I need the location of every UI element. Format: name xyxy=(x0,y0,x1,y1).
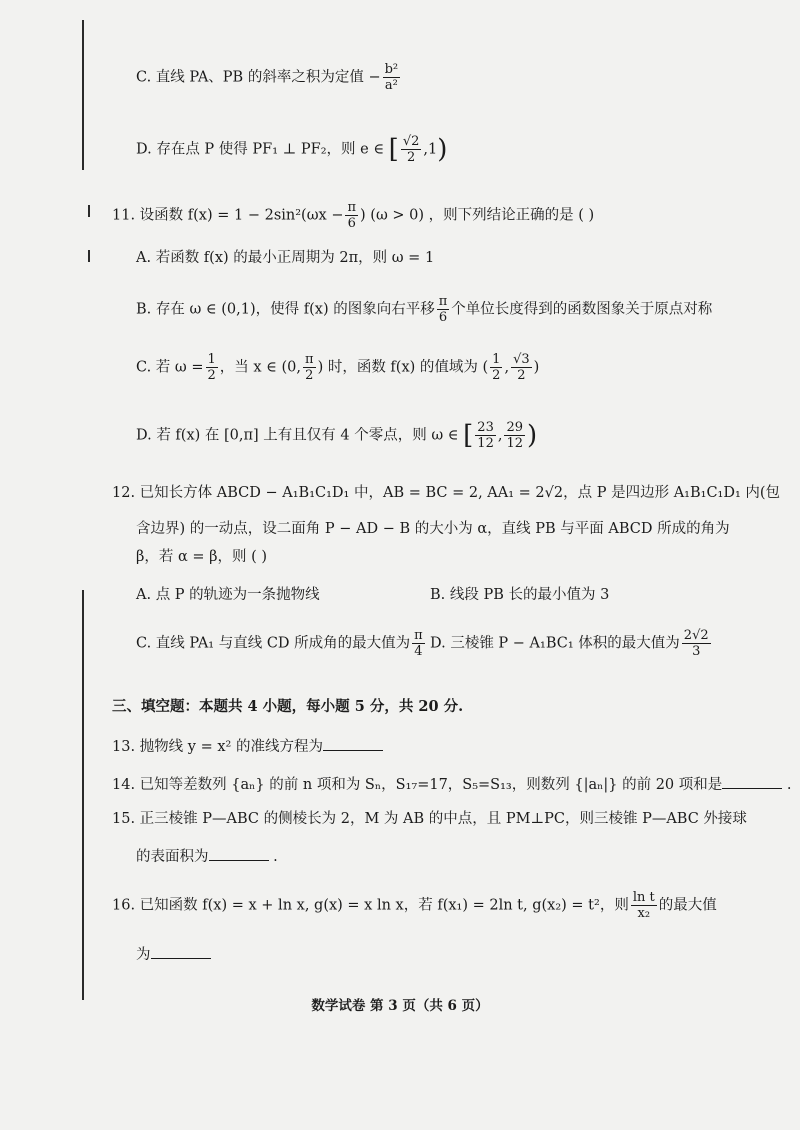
question-number: 16. xyxy=(112,897,136,914)
option-text-end: ) xyxy=(533,359,540,376)
option-label: C. xyxy=(136,359,152,376)
question-number: 15. xyxy=(112,811,136,827)
fraction: $\frac{\pi}{6}$ xyxy=(347,200,357,231)
bracket-open: [ xyxy=(388,134,399,165)
q12-stem-line3 xyxy=(136,548,267,566)
option-label: A. xyxy=(136,250,152,266)
q10-option-d xyxy=(136,134,447,165)
q11-option-c xyxy=(136,352,539,383)
fraction: $\frac{\pi}{2}$ xyxy=(305,352,314,383)
q11-stem xyxy=(112,200,594,231)
fraction: $\frac{\pi}{4}$ xyxy=(414,628,423,659)
question-number: 14. xyxy=(112,777,136,793)
q12-option-b xyxy=(430,586,609,604)
question-text: 为 xyxy=(136,947,151,963)
question-text-end: 的最大值 xyxy=(658,897,717,914)
minus-sign: − xyxy=(368,69,381,86)
fraction: $\frac{√2}{2}$ xyxy=(402,134,420,165)
q14 xyxy=(112,774,792,794)
option-label: C. xyxy=(136,69,152,86)
q10-option-c xyxy=(136,62,402,93)
interval-end: ,1 xyxy=(423,141,438,158)
fraction: $\frac{\pi}{6}$ xyxy=(438,294,448,325)
q12-option-d xyxy=(430,628,713,659)
q11-option-d: D. 若 f(x) 在 [0,π] 上有且仅有 4 个零点，则 ω ∈ [ $\frac{23}{12}$ , $\frac{29}{12}$ ) xyxy=(136,420,538,451)
answer-blank[interactable] xyxy=(722,774,782,789)
question-text: 已知等差数列 {aₙ} 的前 n 项和为 Sₙ，S₁₇=17，S₅=S₁₃，则数列 {|aₙ|} 的前 20 项和是 xyxy=(139,777,723,793)
option-label: A. xyxy=(136,587,152,603)
fraction: $\frac{2√2}{3}$ xyxy=(683,628,709,659)
q12-option-c xyxy=(136,628,427,659)
option-label: B. xyxy=(430,587,446,603)
question-text: 正三棱锥 P—ABC 的侧棱长为 2，M 为 AB 的中点，且 PM⊥PC，则三棱锥 P—ABC 外接球 xyxy=(139,811,747,827)
option-text: 若 f(x) 在 [0,π] 上有且仅有 4 个零点，则 ω ∈ xyxy=(156,427,459,444)
period: . xyxy=(273,849,278,865)
margin-mark-1 xyxy=(88,205,90,217)
option-text: 存在点 P 使得 PF₁ ⊥ PF₂，则 e ∈ xyxy=(156,141,385,158)
option-text: 若 ω = xyxy=(155,359,204,376)
question-text: 已知函数 f(x) = x + ln x, g(x) = x ln x，若 f(x₁) = 2ln t, g(x₂) = t²，则 xyxy=(139,897,629,914)
option-text: ，当 x ∈ (0, xyxy=(219,359,302,376)
fraction: $\frac{1}{2}$ xyxy=(207,352,216,383)
q15-line1 xyxy=(112,810,747,828)
stem-text: 含边界) 的一动点，设二面角 P − AD − B 的大小为 α，直线 PB 与平面 ABCD 所成的角为 xyxy=(136,521,730,537)
option-text: 若函数 f(x) 的最小正周期为 2π，则 ω = 1 xyxy=(155,250,435,266)
fraction: $\frac{√3}{2}$ xyxy=(513,352,530,383)
bracket-close: ) xyxy=(437,134,448,165)
option-text-end: 个单位长度得到的函数图象关于原点对称 xyxy=(451,301,713,318)
stem-text: 已知长方体 ABCD − A₁B₁C₁D₁ 中，AB = BC = 2, AA₁ = 2√2，点 P 是四边形 A₁B₁C₁D₁ 内(包 xyxy=(139,485,781,501)
q11-option-b xyxy=(136,294,712,325)
question-text: 抛物线 y = x² 的准线方程为 xyxy=(139,739,323,755)
q12-stem-line2 xyxy=(136,520,730,538)
answer-blank[interactable] xyxy=(323,736,383,751)
fraction: $\frac{1}{2}$ xyxy=(492,352,501,383)
q11-option-a xyxy=(136,249,434,267)
fraction: $\frac{\text{ln t}}{\text{x₂}}$ xyxy=(632,890,655,921)
option-text: 三棱锥 P − A₁BC₁ 体积的最大值为 xyxy=(450,635,680,652)
question-number: 12. xyxy=(112,485,136,501)
q15-line2 xyxy=(136,846,278,866)
question-number: 11. xyxy=(112,207,136,224)
fraction: $\frac{23}{12}$ xyxy=(477,420,494,451)
option-label: C. xyxy=(136,635,152,652)
option-label: D. xyxy=(430,635,446,652)
option-text: 直线 PA₁ 与直线 CD 所成角的最大值为 xyxy=(155,635,411,652)
margin-line-top xyxy=(82,20,84,170)
option-label: B. xyxy=(136,301,152,318)
q13 xyxy=(112,736,383,756)
q16-line2 xyxy=(136,944,211,964)
period: . xyxy=(786,777,792,793)
answer-blank[interactable] xyxy=(151,944,211,959)
section-heading xyxy=(112,698,463,716)
option-text: ) 时，函数 f(x) 的值域为 ( xyxy=(317,359,489,376)
fraction: $\frac{\text{b²}}{\text{a²}}$ xyxy=(384,62,399,93)
question-number: 13. xyxy=(112,739,136,755)
page-footer: 数学试卷 第 3 页（共 6 页） xyxy=(311,998,489,1014)
q12-option-a xyxy=(136,586,320,604)
stem-text: β，若 α = β，则 ( ) xyxy=(136,549,268,565)
option-label: D. xyxy=(136,427,152,444)
option-label: D. xyxy=(136,141,152,158)
question-text: 的表面积为 xyxy=(136,849,209,865)
q12-stem-line1 xyxy=(112,484,780,502)
section-heading-text: 三、填空题：本题共 4 小题，每小题 5 分，共 20 分. xyxy=(112,698,464,715)
stem-text: 设函数 f(x) = 1 − 2sin²(ωx − xyxy=(139,207,344,224)
answer-blank[interactable] xyxy=(209,846,269,861)
option-text: 线段 PB 长的最小值为 3 xyxy=(449,587,610,603)
option-text: 点 P 的轨迹为一条抛物线 xyxy=(155,587,320,603)
comma: , xyxy=(504,359,510,376)
stem-text-end: ) (ω > 0) ，则下列结论正确的是 ( ) xyxy=(360,207,595,224)
margin-line-bottom xyxy=(82,590,84,1000)
margin-mark-2 xyxy=(88,250,90,262)
fraction: $\frac{29}{12}$ xyxy=(506,420,523,451)
q16-line1 xyxy=(112,890,717,921)
bracket-open: [ xyxy=(463,420,474,451)
bracket-close: ) xyxy=(527,420,538,451)
option-text: 存在 ω ∈ (0,1)，使得 f(x) 的图象向右平移 xyxy=(155,301,435,318)
option-text: 直线 PA、PB 的斜率之积为定值 xyxy=(155,69,364,86)
